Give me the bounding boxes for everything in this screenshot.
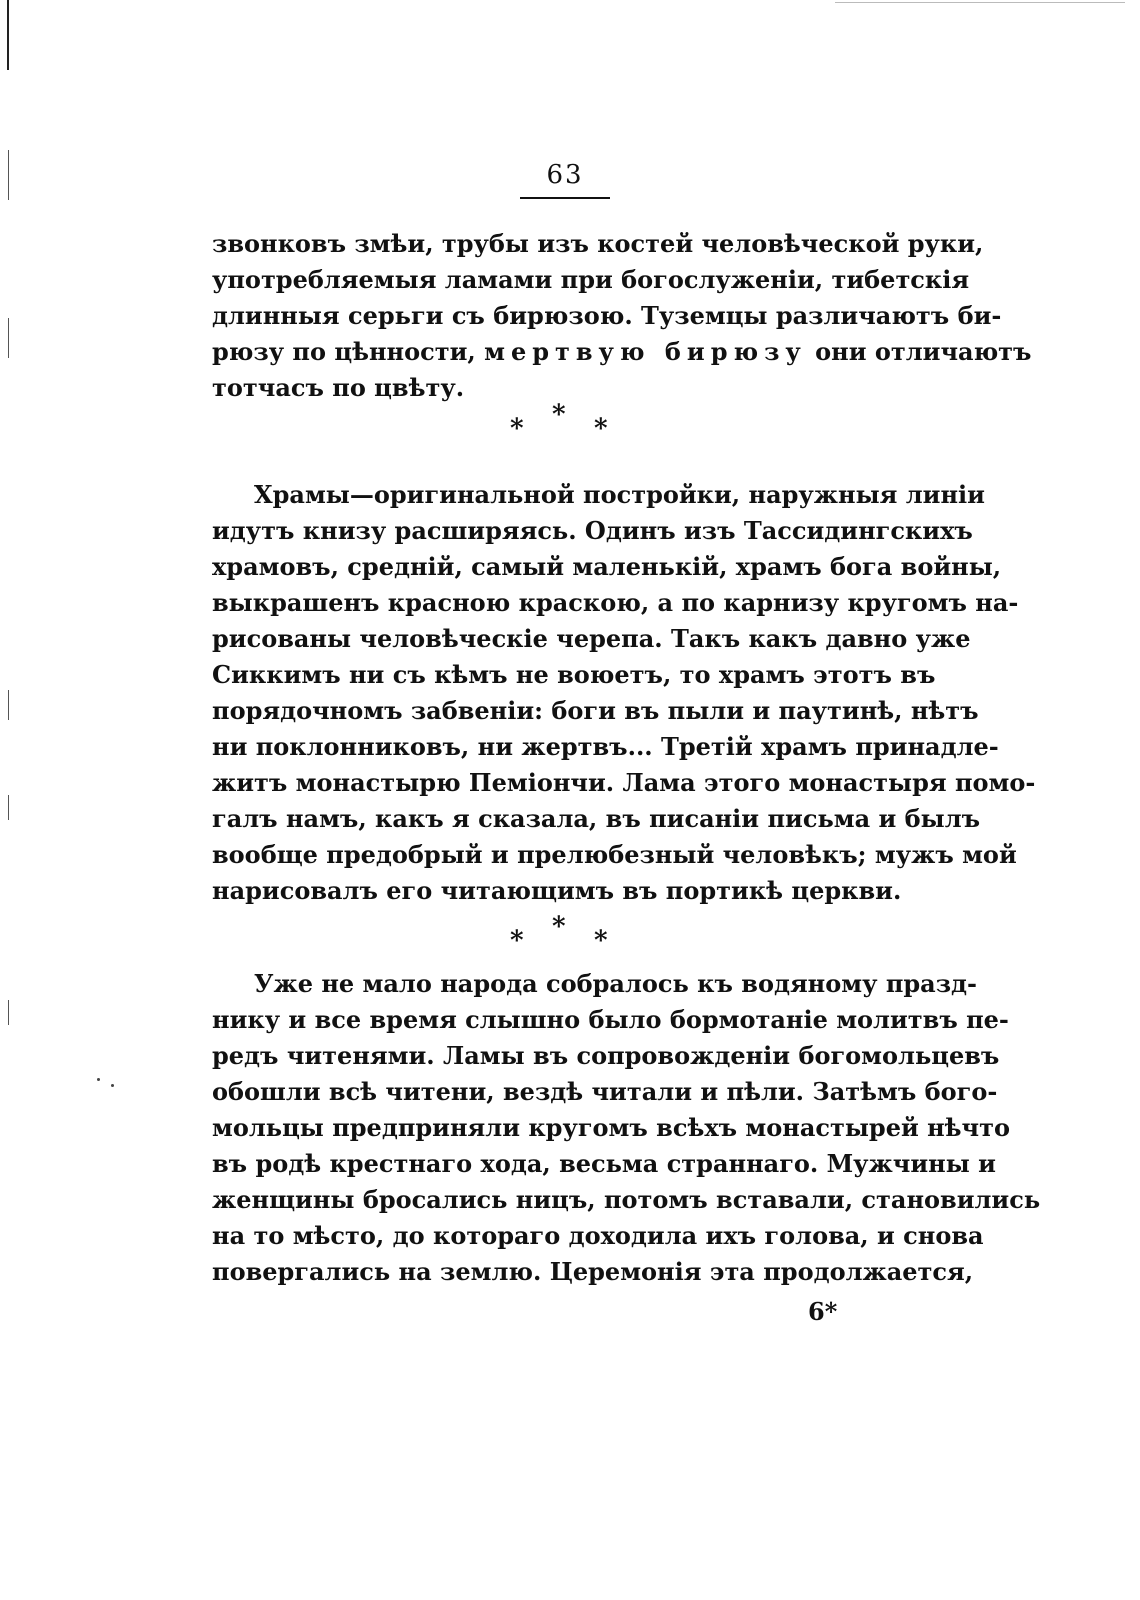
text-line: обошли всѣ читени, вездѣ читали и пѣли. Затѣмъ бого-	[212, 1077, 998, 1106]
scan-edge-mark	[8, 690, 9, 720]
text-line: Уже не мало народа собралось къ водяному празд-	[254, 969, 977, 998]
section-asterism	[500, 400, 620, 444]
paragraph-1	[212, 226, 1032, 406]
text-line: употребляемыя ламами при богослуженіи, тибетскія	[212, 265, 970, 294]
text-line: мольцы предприняли кругомъ всѣхъ монастырей нѣчто	[212, 1113, 1010, 1142]
section-asterism	[500, 912, 620, 956]
asterism-star: *	[594, 414, 608, 444]
emphasized-text: мертвую бирюзу	[484, 337, 807, 366]
text-line: Храмы—оригинальной постройки, наружныя линіи	[254, 480, 985, 509]
printer-signature-mark: 6*	[808, 1297, 838, 1326]
scan-edge-mark	[8, 150, 9, 200]
scan-edge-line	[7, 0, 9, 70]
text-line: вообще предобрый и прелюбезный человѣкъ; мужъ мой	[212, 840, 1017, 869]
text-line: рисованы человѣческіе черепа. Такъ какъ давно уже	[212, 624, 971, 653]
page-number-rule	[520, 197, 610, 199]
asterism-star: *	[594, 926, 608, 956]
text-line: ни поклонниковъ, ни жертвъ... Третій храмъ принадле-	[212, 732, 999, 761]
scan-speck	[111, 1084, 114, 1087]
scan-top-rule	[835, 2, 1125, 3]
asterism-star: *	[510, 926, 524, 956]
text-line: галъ намъ, какъ я сказала, въ писаніи письма и былъ	[212, 804, 981, 833]
paragraph-2	[212, 477, 1036, 909]
text-line: на то мѣсто, до котораго доходила ихъ голова, и снова	[212, 1221, 984, 1250]
text-line: звонковъ змѣи, трубы изъ костей человѣческой руки,	[212, 229, 984, 258]
text-line: длинныя серьги съ бирюзою. Туземцы различаютъ би-	[212, 301, 1002, 330]
text-line: храмовъ, средній, самый маленькій, храмъ бога войны,	[212, 552, 1002, 581]
text-line: женщины бросались ницъ, потомъ вставали, становились	[212, 1185, 1041, 1214]
page-number: 63	[546, 160, 584, 190]
text-line: выкрашенъ красною краскою, а по карнизу кругомъ на-	[212, 588, 1019, 617]
asterism-star: *	[552, 400, 566, 430]
text-line: повергались на землю. Церемонія эта продолжается,	[212, 1257, 974, 1286]
text-line: Сиккимъ ни съ кѣмъ не воюетъ, то храмъ этотъ въ	[212, 660, 936, 689]
text-line: редъ читенями. Ламы въ сопровожденіи богомольцевъ	[212, 1041, 1000, 1070]
text-line: идутъ книзу расширяясь. Одинъ изъ Тассидингскихъ	[212, 516, 973, 545]
scan-speck	[97, 1078, 100, 1081]
text-segment: они отличаютъ	[806, 337, 1032, 366]
text-line: нику и все время слышно было бормотаніе молитвъ пе-	[212, 1005, 1009, 1034]
text-line: порядочномъ забвеніи: боги въ пыли и паутинѣ, нѣтъ	[212, 696, 979, 725]
asterism-star: *	[552, 912, 566, 942]
asterism-star: *	[510, 414, 524, 444]
text-line: тотчасъ по цвѣту.	[212, 373, 465, 402]
scan-edge-mark	[8, 318, 9, 358]
text-segment: рюзу по цѣнности,	[212, 337, 485, 366]
text-line: нарисовалъ его читающимъ въ портикѣ церкви.	[212, 876, 902, 905]
scan-edge-mark	[8, 1000, 9, 1025]
text-line: житъ монастырю Пеміончи. Лама этого монастыря помо-	[212, 768, 1036, 797]
paragraph-3	[212, 966, 1041, 1290]
text-line: въ родѣ крестнаго хода, весьма страннаго. Мужчины и	[212, 1149, 996, 1178]
text-line	[212, 334, 1032, 370]
scan-edge-mark	[8, 795, 9, 820]
